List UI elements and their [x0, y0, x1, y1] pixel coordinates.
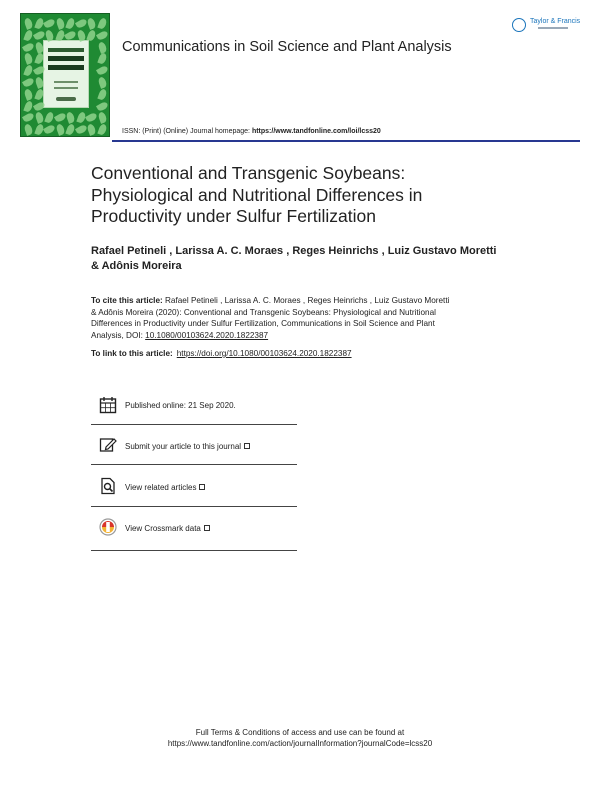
- issn-prefix: ISSN: (Print) (Online) Journal homepage:: [122, 128, 252, 135]
- crossmark-link[interactable]: [125, 524, 210, 533]
- cover-leaf-decoration: [86, 123, 96, 136]
- cover-leaf-decoration: [23, 88, 33, 101]
- publisher-logo-icon: [512, 18, 526, 32]
- related-articles-label: View related articles: [125, 483, 197, 492]
- article-title-line: Conventional and Transgenic Soybeans:: [91, 163, 406, 183]
- footer-terms: Full Terms & Conditions of access and use can be found at: [195, 728, 405, 737]
- cover-leaf-decoration: [65, 112, 75, 125]
- authors-line: & Adônis Moreira: [91, 260, 182, 272]
- taylor-francis-logo[interactable]: [512, 16, 584, 42]
- issn-line: [122, 128, 381, 135]
- publisher-logo-text: Taylor & Francis: [530, 18, 581, 25]
- submit-article-row[interactable]: [91, 436, 297, 456]
- published-date: Published online: 21 Sep 2020.: [125, 401, 236, 410]
- article-title: [91, 163, 521, 228]
- cover-leaf-decoration: [97, 41, 107, 54]
- cover-leaf-decoration: [97, 123, 107, 136]
- submit-article-label: Submit your article to this journal: [125, 442, 242, 451]
- cover-leaf-decoration: [74, 18, 87, 30]
- article-title-line: Productivity under Sulfur Fertilization: [91, 206, 376, 226]
- cover-leaf-decoration: [23, 64, 33, 77]
- journal-cover-image: [20, 13, 110, 137]
- citation-text: Analysis, DOI:: [91, 330, 146, 340]
- cover-leaf-decoration: [44, 112, 54, 125]
- edit-icon: [99, 436, 117, 454]
- box-divider: [91, 464, 297, 465]
- journal-title[interactable]: Communications in Soil Science and Plant Analysis: [122, 39, 452, 55]
- cover-leaf-decoration: [34, 112, 44, 125]
- journal-homepage-link[interactable]: https://www.tandfonline.com/loi/lcss20: [251, 128, 381, 135]
- cover-leaf-decoration: [23, 53, 33, 66]
- cover-leaf-decoration: [95, 100, 108, 112]
- cover-leaf-decoration: [23, 17, 33, 30]
- cover-leaf-decoration: [65, 123, 75, 136]
- article-authors: [91, 244, 511, 274]
- authors-line: Rafael Petineli , Larissa A. C. Moraes , Reges Heinrichs , Luiz Gustavo Moretti: [91, 245, 497, 257]
- external-link-icon: [204, 525, 210, 531]
- cover-leaf-decoration: [85, 112, 98, 124]
- citation-doi-link[interactable]: 10.1080/00103624.2020.1822387: [145, 330, 269, 340]
- external-link-icon: [199, 484, 205, 490]
- crossmark-row[interactable]: [91, 518, 297, 538]
- submit-article-link[interactable]: [125, 442, 250, 451]
- external-link-icon: [244, 443, 250, 449]
- cover-leaf-decoration: [55, 123, 65, 136]
- cover-leaf-decoration: [97, 112, 107, 125]
- cover-leaf-decoration: [95, 65, 108, 77]
- link-to-label: To link to this article:: [91, 349, 173, 358]
- cover-leaf-decoration: [53, 112, 66, 124]
- crossmark-icon: [99, 518, 117, 536]
- box-divider: [91, 550, 297, 551]
- cover-leaf-decoration: [55, 17, 65, 30]
- header-divider: [112, 140, 580, 142]
- cover-leaf-decoration: [74, 124, 87, 136]
- citation-text: & Adônis Moreira (2020): Conventional and Transgenic Soybeans: Physiological and Nutritional: [91, 307, 436, 317]
- publisher-logo-subline: [538, 27, 568, 29]
- cover-leaf-decoration: [97, 17, 107, 30]
- citation-label: To cite this article:: [91, 296, 163, 305]
- link-to-article: [91, 349, 352, 358]
- related-articles-link[interactable]: [125, 483, 205, 492]
- cover-leaf-decoration: [22, 41, 35, 53]
- article-title-line: Physiological and Nutritional Differences in: [91, 184, 423, 205]
- citation-text: Rafael Petineli , Larissa A. C. Moraes , Reges Heinrichs , Luiz Gustavo Moretti: [162, 296, 450, 305]
- published-row: [91, 396, 297, 416]
- cover-leaf-decoration: [22, 112, 35, 124]
- related-articles-row[interactable]: [91, 477, 297, 497]
- cover-leaf-decoration: [22, 77, 35, 89]
- cover-leaf-decoration: [86, 17, 96, 30]
- box-divider: [91, 424, 297, 425]
- cover-leaf-decoration: [32, 100, 45, 112]
- related-articles-icon: [99, 477, 117, 495]
- article-doi-link[interactable]: https://doi.org/10.1080/00103624.2020.1822387: [176, 349, 352, 358]
- box-divider: [91, 506, 297, 507]
- cover-leaf-decoration: [43, 18, 56, 30]
- cover-leaf-decoration: [23, 123, 33, 136]
- cover-leaf-decoration: [97, 88, 107, 101]
- cover-leaf-decoration: [97, 76, 107, 89]
- citation-text: Differences in Productivity under Sulfur Fertilization, Communications in Soil Science and Plant: [91, 319, 435, 328]
- cover-leaf-decoration: [97, 53, 107, 66]
- calendar-icon: [99, 396, 117, 414]
- footer: [0, 727, 600, 749]
- crossmark-label: View Crossmark data: [125, 524, 201, 533]
- cover-leaf-decoration: [65, 17, 75, 30]
- cover-leaf-decoration: [95, 30, 108, 42]
- footer-terms-link[interactable]: https://www.tandfonline.com/action/journalInformation?journalCode=lcss20: [167, 739, 433, 748]
- cover-leaf-decoration: [43, 124, 56, 136]
- citation-block: [91, 295, 509, 341]
- cover-title-panel: [43, 40, 89, 108]
